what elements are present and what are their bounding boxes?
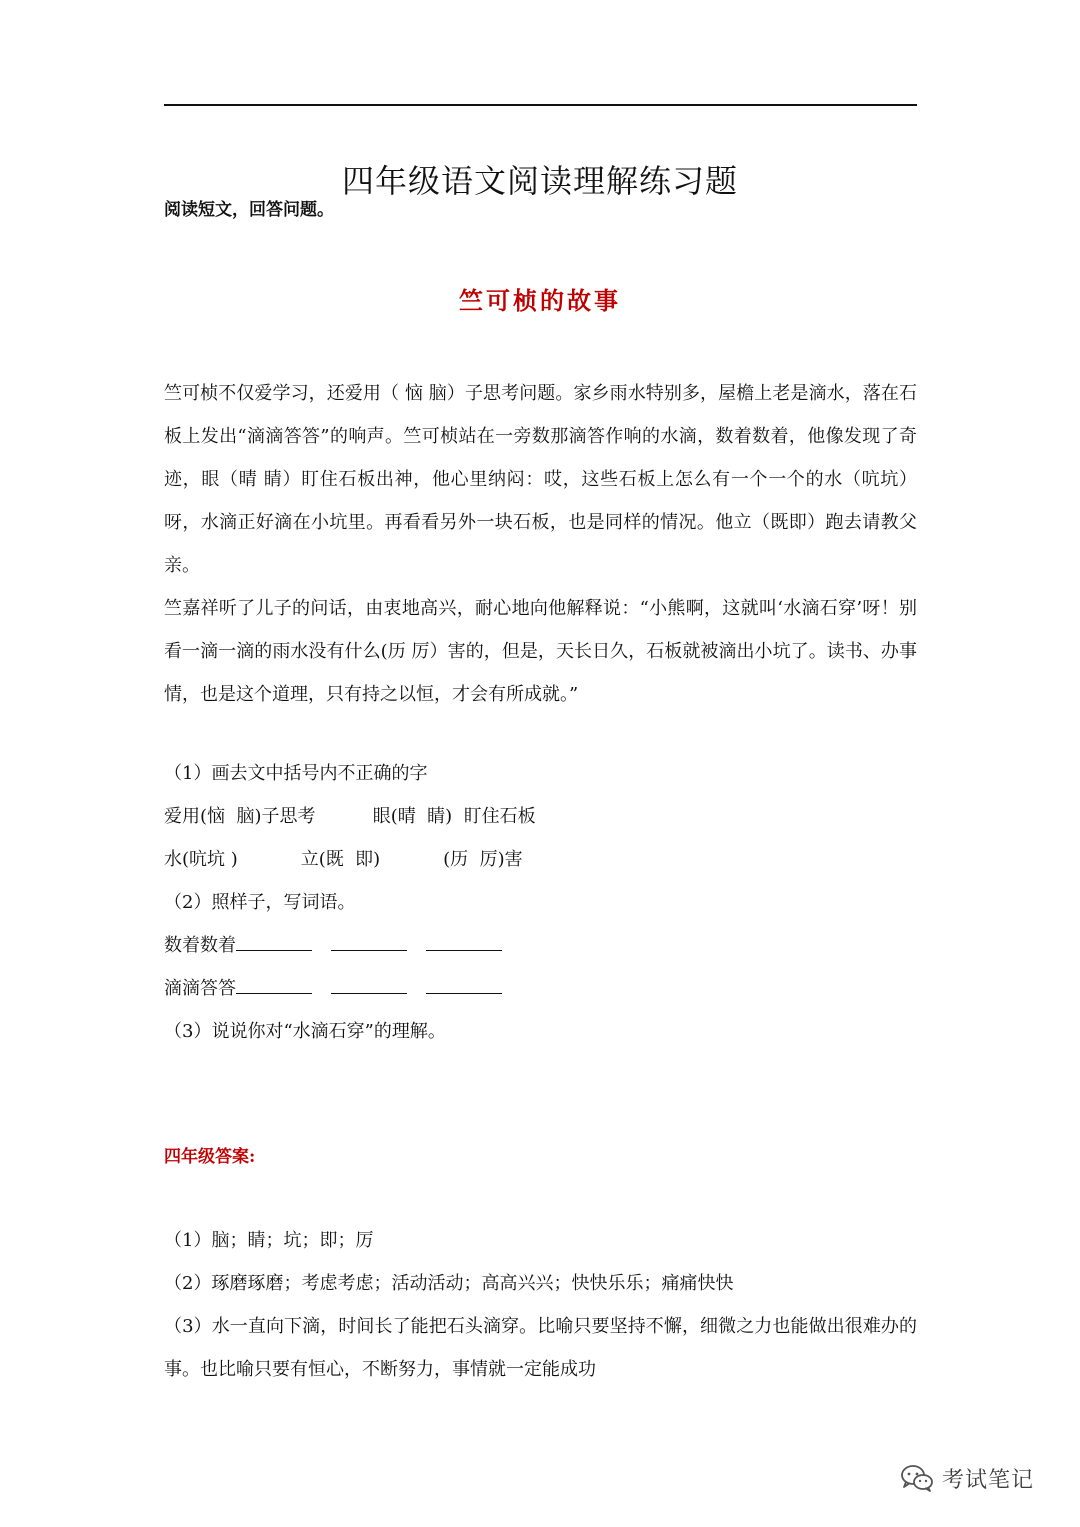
- passage: [164, 372, 917, 716]
- question-1-title: （1）画去文中括号内不正确的字: [164, 763, 428, 784]
- instruction-text: 阅读短文，回答问题。: [164, 200, 334, 220]
- passage-paragraph-2: 竺嘉祥听了儿子的问话，由衷地高兴，耐心地向他解释说：“小熊啊，这就叫‘水滴石穿’呀！别看一滴一滴的雨水没有什么(历 厉）害的，但是，天长日久，石板就被滴出小坑了。读书、办事情，也是这个道理，只有持之以恒，才会有所成就。”: [164, 598, 917, 705]
- footer-watermark: [900, 1458, 1034, 1498]
- answer-blank[interactable]: [331, 973, 407, 994]
- answer-1: （1）脑；睛；坑；即；厉: [164, 1230, 374, 1251]
- answer-2: （2）琢磨琢磨；考虑考虑；活动活动；高高兴兴；快快乐乐；痛痛快快: [164, 1273, 734, 1294]
- footer-text: 考试笔记: [942, 1467, 1035, 1493]
- questions-section: [164, 752, 917, 1053]
- question-2-example-2-row: [164, 967, 917, 1010]
- page-title: 四年级语文阅读理解练习题: [341, 162, 738, 201]
- question-1-row-2: 水(吭坑 ) 立(既 即) (历 厉)害: [164, 849, 523, 870]
- story-title: 竺可桢的故事: [459, 286, 621, 315]
- answers-section: [164, 1219, 917, 1391]
- answer-heading: 四年级答案:: [164, 1147, 256, 1167]
- answer-blank[interactable]: [236, 973, 312, 994]
- question-2-example-2: 滴滴答答: [164, 978, 236, 999]
- answer-blank[interactable]: [236, 930, 312, 951]
- answer-blank[interactable]: [331, 930, 407, 951]
- answer-blank[interactable]: [426, 930, 502, 951]
- question-2-example-1: 数着数着: [164, 935, 236, 956]
- header-divider: [164, 104, 917, 106]
- question-3-title: （3）说说你对“水滴石穿”的理解。: [164, 1021, 446, 1042]
- question-2-example-1-row: [164, 924, 917, 967]
- answer-blank[interactable]: [426, 973, 502, 994]
- wechat-icon: [900, 1463, 934, 1493]
- passage-paragraph-1: 竺可桢不仅爱学习，还爱用（ 恼 脑）子思考问题。家乡雨水特别多，屋檐上老是滴水，落在石板上发出“滴滴答答”的响声。竺可桢站在一旁数那滴答作响的水滴，数着数着，他像发现了奇迹，眼（晴 睛）盯住石板出神，他心里纳闷：哎，这些石板上怎么有一个一个的水（吭坑）呀，水滴正好滴在小坑里。再看看另外一块石板，也是同样的情况。他立（既即）跑去请教父亲。: [164, 383, 917, 576]
- question-1-row-1: 爱用(恼 脑)子思考 眼(晴 睛) 盯住石板: [164, 806, 536, 827]
- question-2-title: （2）照样子，写词语。: [164, 892, 356, 913]
- answer-3: （3）水一直向下滴，时间长了能把石头滴穿。比喻只要坚持不懈，细微之力也能做出很难办的事。也比喻只要有恒心，不断努力，事情就一定能成功: [164, 1316, 917, 1380]
